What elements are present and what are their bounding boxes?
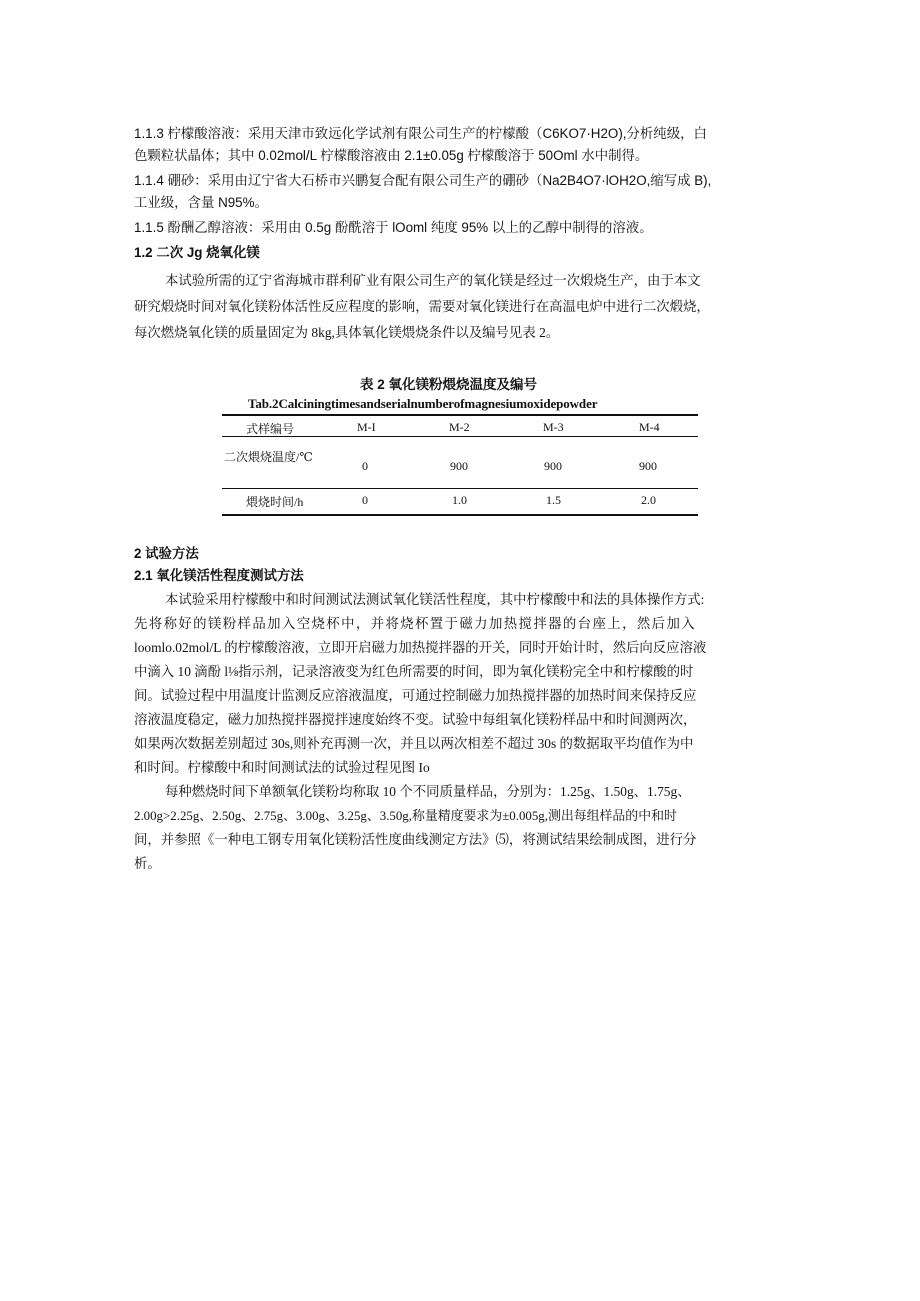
table-bottom-rule — [222, 514, 698, 516]
para-2-1-line-1: 本试验采用柠檬酸中和时间测试法测试氧化镁活性程度，其中柠檬酸中和法的具体操作方式: — [165, 592, 705, 607]
para-1-2-line-1: 本试验所需的辽宁省海城市群利矿业有限公司生产的氧化镁是经过一次煅烧生产，由于本文 — [165, 273, 701, 288]
para-1-1-3-line-2: 色颗粒状晶体；其中 0.02mol/L 柠檬酸溶液由 2.1±0.05g 柠檬酸溶于 50Oml 水中制得。 — [134, 148, 649, 163]
table-header-cell: 式样编号 — [246, 422, 295, 436]
table-header-cell: M-I — [357, 420, 376, 434]
para-1-2-line-2: 研究煅烧时间对氧化镁粉体活性反应程度的影响，需要对氧化镁进行在高温电炉中进行二次煅烧， — [134, 299, 710, 314]
para-2-1-line-2: 先将称好的镁粉样品加入空烧杯中，并将烧杯置于磁力加热搅拌器的台座上，然后加入 — [134, 616, 697, 631]
para-2-2-line-1: 每种燃烧时间下单额氧化镁粉均称取 10 个不同质量样品，分别为：1.25g、1.50g、1.75g、 — [165, 784, 691, 799]
text: 1.1.3 柠檬酸溶液：采用天津市致远化学试剂有限公司生产的柠檬酸（C6KO7·H2O),分析纯级，白 — [134, 126, 707, 141]
para-1-1-5-line-1: 1.1.5 酚酬乙醇溶液：采用由 0.5g 酚酰溶于 lOoml 纯度 95% 以上的乙醇中制得的溶液。 — [134, 220, 653, 235]
table-row-rule — [222, 488, 698, 489]
table-cell: 0 — [362, 459, 368, 473]
para-1-2-line-3: 每次燃烧氧化镁的质量固定为 8kg,具体氧化镁煨烧条件以及编号见表 2。 — [134, 325, 560, 340]
table-title-en: Tab.2Calciningtimesandserialnumberofmagnesiumoxidepowder — [248, 396, 598, 411]
table-cell: 0 — [362, 493, 368, 507]
para-1-1-4-line-1: 1.1.4 硼砂：采用由辽宁省大石桥市兴鹏复合配有限公司生产的硼砂（Na2B4O7·lOH2O,缩写成 B), — [134, 173, 712, 188]
table-cell: 900 — [639, 459, 657, 473]
table-cell: 900 — [450, 459, 468, 473]
table-top-rule — [222, 414, 698, 416]
para-2-1-line-7: 如果两次数据差别超过 30s,则补充再测一次，并且以两次相差不超过 30s 的数据取平均值作为中 — [134, 736, 694, 751]
table-header-cell: M-3 — [543, 420, 564, 434]
table-cell: 2.0 — [641, 493, 656, 507]
para-2-2-line-2: 2.00g>2.25g、2.50g、2.75g、3.00g、3.25g、3.50g,称量精度要求为±0.005g,测出每组样品的中和时 — [134, 809, 677, 823]
heading-1-2: 1.2 二次 Jg 烧氧化镁 — [134, 245, 260, 260]
heading-2: 2 试验方法 — [134, 546, 199, 561]
table-cell: 1.5 — [546, 493, 561, 507]
para-2-1-line-5: 间。试验过程中用温度计监测反应溶液温度，可通过控制磁力加热搅拌器的加热时间来保持反应 — [134, 688, 697, 703]
table-header-cell: M-2 — [449, 420, 470, 434]
para-2-1-line-3: loomlo.02mol/L 的柠檬酸溶液，立即开启磁力加热搅拌器的开关，同时开始计时，然后向反应溶液 — [134, 640, 707, 655]
para-2-2-line-3: 间，并参照《一种电工钢专用氧化镁粉活性度曲线测定方法》⑸，将测试结果绘制成图，进行分 — [134, 832, 697, 847]
para-2-1-line-8: 和时间。柠檬酸中和时间测试法的试验过程见图 Io — [134, 760, 430, 775]
table-cell: 900 — [544, 459, 562, 473]
para-2-1-line-4: 中滴入 10 滴酚 l⅛指示剂，记录溶液变为红色所需要的时间，即为氧化镁粉完全中和柠檬酸的时 — [134, 664, 694, 679]
table-header-cell: M-4 — [639, 420, 660, 434]
table-title-cn: 表 2 氧化镁粉煨烧温度及编号 — [360, 377, 538, 392]
heading-2-1: 2.1 氧化镁活性程度测试方法 — [134, 568, 304, 583]
para-2-1-line-6: 溶液温度稳定，磁力加热搅拌器搅拌速度始终不变。试验中每组氧化镁粉样品中和时间测两次， — [134, 712, 697, 727]
table-cell: 煨烧时间/h — [246, 495, 304, 509]
table-cell: 二次煨烧温度/℃ — [224, 450, 313, 464]
para-1-1-4-line-2: 工业级，含量 N95%。 — [134, 195, 268, 210]
para-1-1-3-line-1 — [134, 126, 794, 142]
para-2-2-line-4: 析。 — [134, 856, 161, 871]
table-cell: 1.0 — [452, 493, 467, 507]
